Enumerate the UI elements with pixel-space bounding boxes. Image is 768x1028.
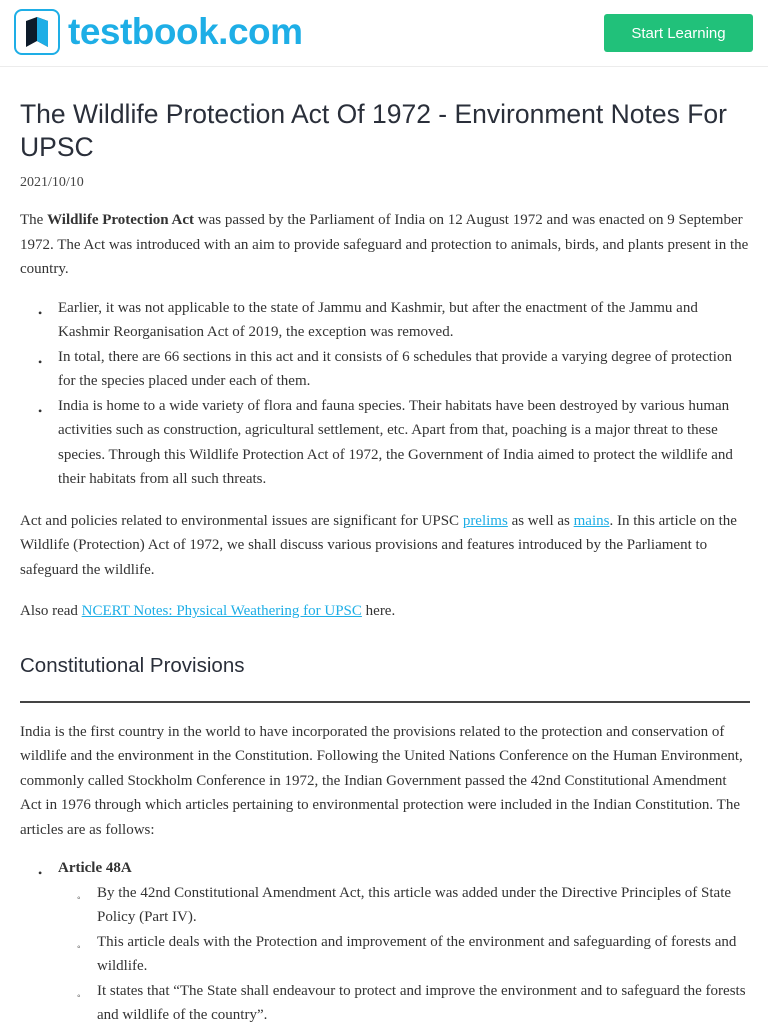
list-item [58,856,750,1028]
relevance-paragraph [20,509,750,583]
intro-text-post: was passed by the Parliament of India on 12 August 1972 and was enacted on 9 September 1972. The Act was introduced with an aim to provide safeguard and protection to animals, birds, and plants present in the country. [20,212,749,277]
logo-text: testbook.com [68,11,303,52]
para2-text-2: as well as [507,512,574,529]
book-icon [14,9,60,55]
articles-list [20,856,750,1028]
list-item: • India is home to a wide variety of flora and fauna species. Their habitats have been destroyed by various human activities such as construction, agricultural settlement, etc. Apart from that, poaching is a major threat to these species. Through this Wildlife Protection Act of 1972, the Government of India aimed to protect the wildlife and their habitats from all such threats. [58,394,750,492]
site-header [0,0,768,67]
intro-bold: Wildlife Protection Act [47,212,194,228]
testbook-logo[interactable] [14,9,303,55]
article-48a-heading: Article 48A [58,860,132,876]
ncert-notes-link[interactable]: NCERT Notes: Physical Weathering for UPSC [81,603,362,619]
also-read-pre: Also read [20,603,82,619]
list-item: ◦ By the 42nd Constitutional Amendment Act, this article was added under the Directive Principles of State Policy (Part IV). [97,881,750,930]
intro-bullet-list [20,296,750,492]
publish-date: 2021/10/10 [20,175,84,190]
article-48a-points [58,881,750,1028]
section-heading: Constitutional Provisions [20,654,750,703]
list-item: • Earlier, it was not applicable to the state of Jammu and Kashmir, but after the enactment of the Jammu and Kashmir Reorganisation Act of 2019, the exception was removed. [58,296,750,345]
also-read-post: here. [361,603,396,619]
page-title: The Wildlife Protection Act Of 1972 - Environment Notes For UPSC [20,99,727,162]
mains-link[interactable]: mains [573,512,610,529]
intro-paragraph [20,208,750,282]
list-item: • In total, there are 66 sections in this act and it consists of 6 schedules that provide a varying degree of protection for the species placed under each of them. [58,345,750,394]
prelims-link[interactable]: prelims [462,512,508,529]
list-item: ◦ This article deals with the Protection and improvement of the environment and safeguarding of forests and wildlife. [97,930,750,979]
section-paragraph: India is the first country in the world to have incorporated the provisions related to the protection and conservation of wildlife and the environment in the Constitution. Following the United Nations Conference on the Human Environment, commonly called Stockholm Conference in 1972, the Indian Government passed the 42nd Constitutional Amendment Act in 1976 through which articles pertaining to environmental protection were included in the Indian Constitution. The articles are as follows: [20,723,743,838]
article-content [20,98,750,1028]
also-read-paragraph [20,599,750,624]
list-item: ◦ It states that “The State shall endeavour to protect and improve the environment and to safeguard the forests and wildlife of the country”. [97,979,750,1028]
para2-text-1: Act and policies related to environmental issues are significant for UPSC [20,512,463,529]
intro-text-pre: The [20,212,48,228]
start-learning-button[interactable]: Start Learning [604,14,753,52]
para2-text-3: . In this article on the Wildlife (Protection) Act of 1972, we shall discuss various provisions and features introduced by the Parliament to safeguard the wildlife. [20,512,737,578]
